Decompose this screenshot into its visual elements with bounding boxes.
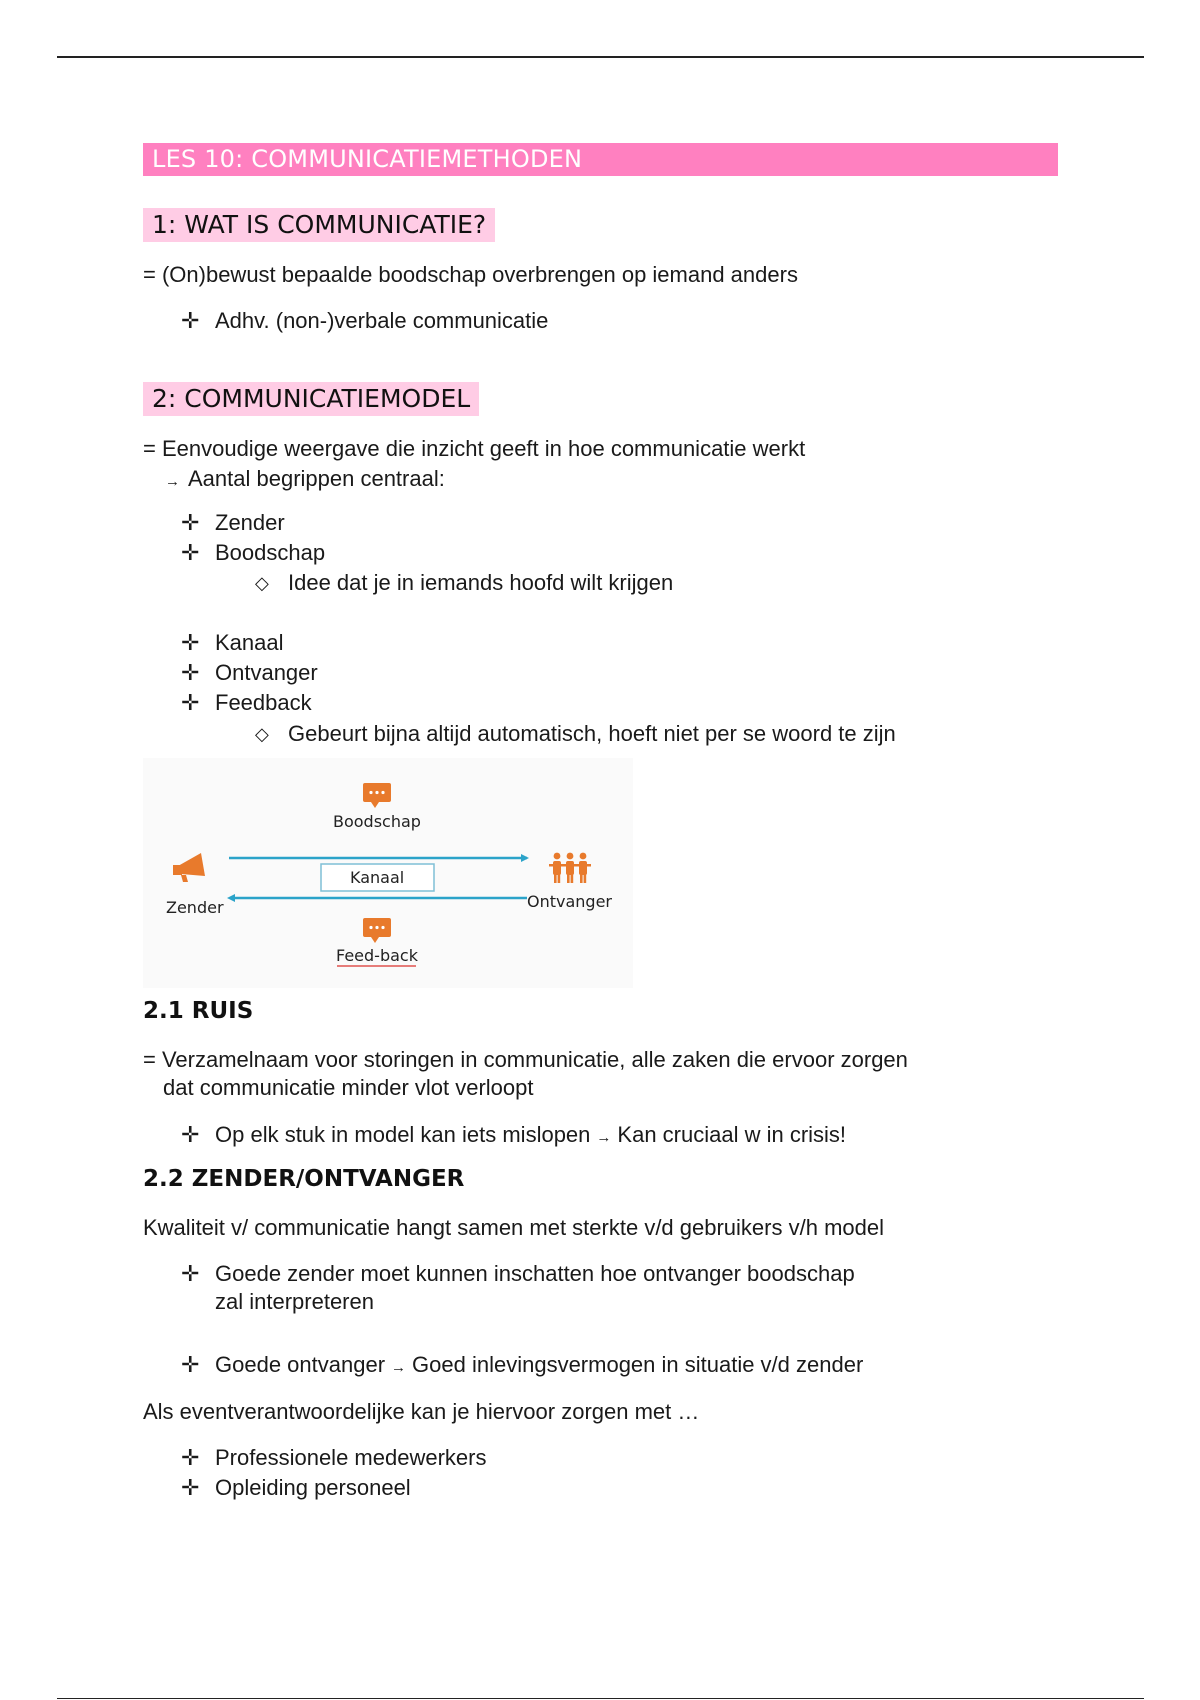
arrow-right-icon: → bbox=[596, 1129, 612, 1146]
section-2-definition: = Eenvoudige weergave die inzicht geeft in hoe communicatie werkt bbox=[143, 436, 806, 461]
section-2-1-heading: 2.1 RUIS bbox=[143, 998, 254, 1024]
top-rule bbox=[57, 56, 1144, 58]
diagram-label-feedback: Feed-back bbox=[336, 946, 418, 965]
feedback-arrow bbox=[227, 894, 527, 902]
section-2-1-definition: = Verzamelnaam voor storingen in communicatie, alle zaken die ervoor zorgen dat communicatie minder vlot verloopt bbox=[143, 1047, 908, 1100]
plus-icon: ✛ bbox=[181, 308, 200, 333]
plus-icon: ✛ bbox=[181, 1261, 200, 1286]
diamond-icon: ◇ bbox=[255, 573, 269, 593]
diagram-label-zender: Zender bbox=[166, 898, 224, 917]
diagram-label-ontvanger: Ontvanger bbox=[527, 892, 612, 911]
section-1-heading: 1: WAT IS COMMUNICATIE? bbox=[143, 208, 495, 242]
plus-icon: ✛ bbox=[181, 660, 200, 685]
plus-icon: ✛ bbox=[181, 630, 200, 655]
plus-icon: ✛ bbox=[181, 1475, 200, 1500]
section-1-definition: = (On)bewust bepaalde boodschap overbrengen op iemand anders bbox=[143, 262, 798, 287]
section-2-heading: 2: COMMUNICATIEMODEL bbox=[143, 382, 479, 416]
people-icon bbox=[549, 853, 591, 883]
section-2-2-heading: 2.2 ZENDER/ONTVANGER bbox=[143, 1166, 465, 1192]
plus-icon: ✛ bbox=[181, 1445, 200, 1470]
plus-icon: ✛ bbox=[181, 540, 200, 565]
arrow-right-icon: → bbox=[165, 473, 180, 490]
plus-icon: ✛ bbox=[181, 690, 200, 715]
page-title: LES 10: COMMUNICATIEMETHODEN bbox=[143, 143, 1058, 176]
communication-model-diagram bbox=[143, 758, 633, 988]
arrow-right-icon: → bbox=[391, 1359, 407, 1376]
plus-icon: ✛ bbox=[181, 510, 200, 535]
speech-bubble-icon bbox=[363, 918, 391, 943]
message-arrow bbox=[229, 854, 529, 862]
section-2-arrow-line: → Aantal begrippen centraal: bbox=[165, 466, 445, 491]
diagram-label-kanaal: Kanaal bbox=[350, 868, 405, 887]
diagram-label-boodschap: Boodschap bbox=[333, 812, 421, 831]
megaphone-icon bbox=[173, 853, 205, 882]
section-2-2-intro: Kwaliteit v/ communicatie hangt samen met sterkte v/d gebruikers v/h model bbox=[143, 1215, 884, 1240]
plus-icon: ✛ bbox=[181, 1122, 200, 1147]
speech-bubble-icon bbox=[363, 783, 391, 808]
diamond-icon: ◇ bbox=[255, 724, 269, 744]
bottom-rule bbox=[57, 1698, 1144, 1699]
section-2-2-outro: Als eventverantwoordelijke kan je hiervoor zorgen met … bbox=[143, 1399, 700, 1424]
plus-icon: ✛ bbox=[181, 1352, 200, 1377]
